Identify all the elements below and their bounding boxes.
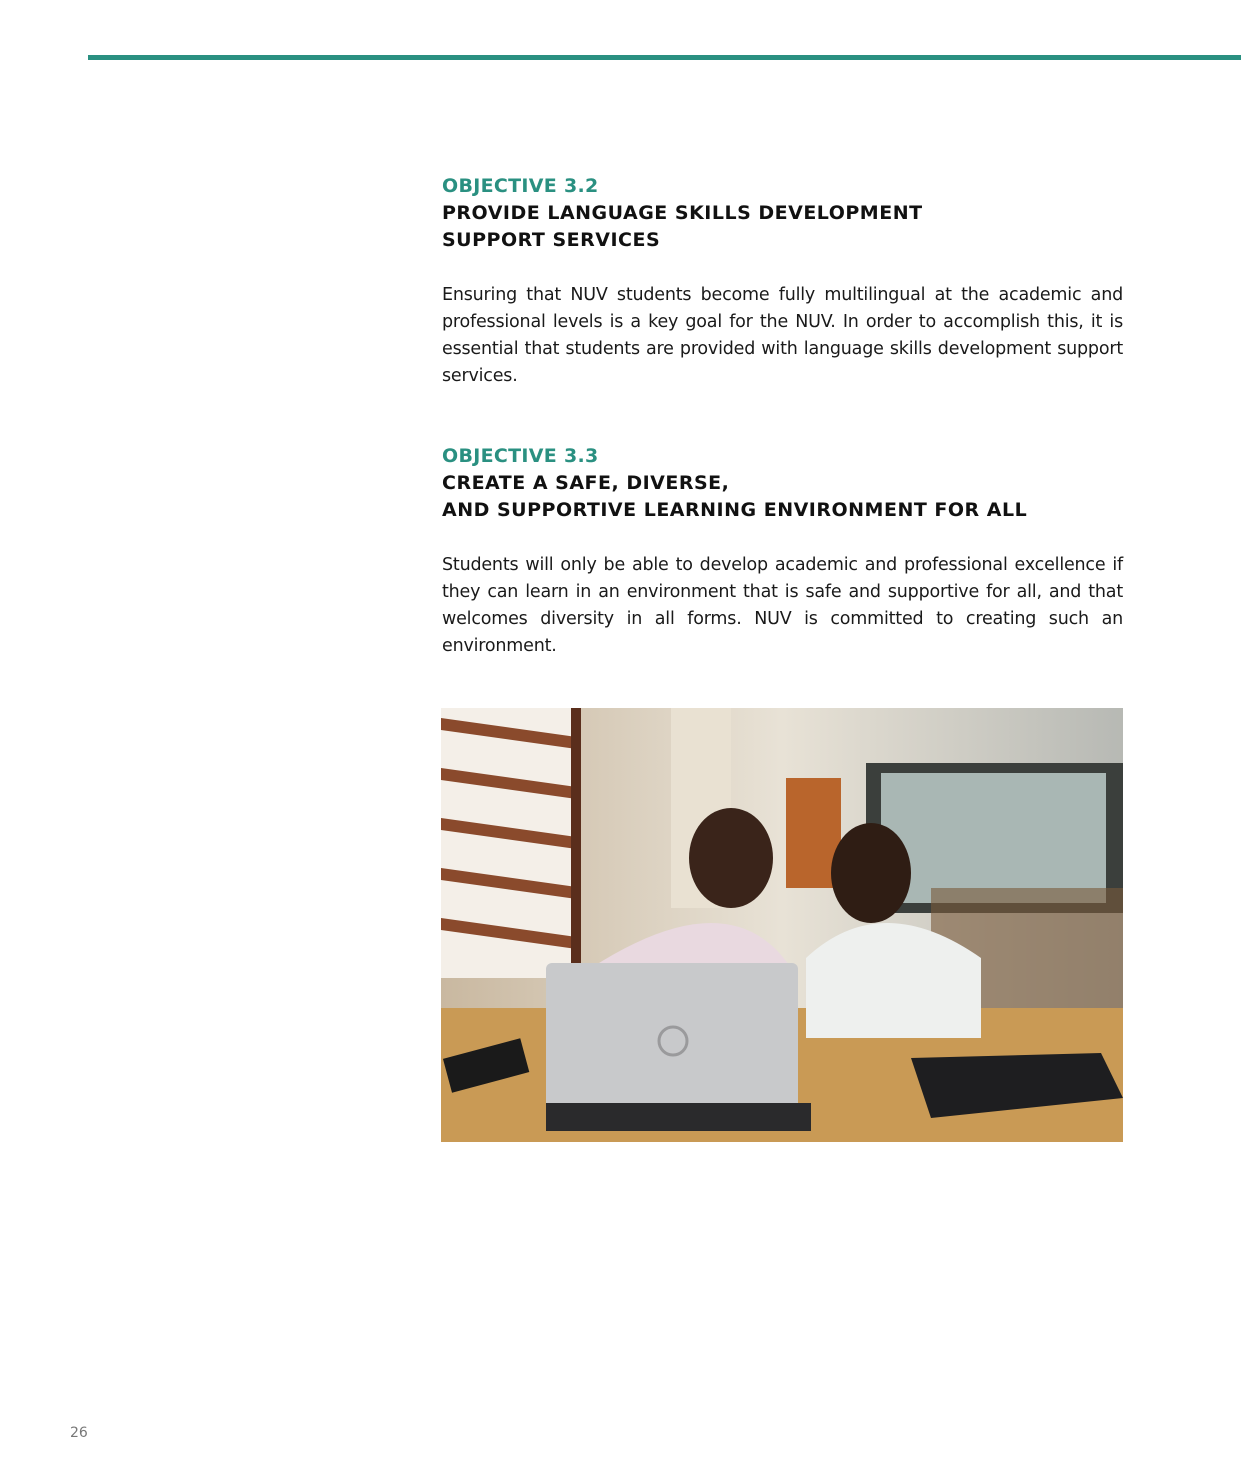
objective-label: OBJECTIVE 3.2 bbox=[442, 175, 599, 197]
header-rule bbox=[88, 55, 1241, 60]
students-laptop-photo bbox=[441, 708, 1123, 1142]
objective-label: OBJECTIVE 3.3 bbox=[442, 445, 599, 467]
objective-heading-line: CREATE A SAFE, DIVERSE, bbox=[442, 472, 730, 494]
objective-3-2-section bbox=[442, 173, 1123, 390]
objective-heading-line: AND SUPPORTIVE LEARNING ENVIRONMENT FOR ALL bbox=[442, 499, 1028, 521]
objective-body: Students will only be able to develop academic and professional excellence if they can learn in an environment that is safe and supportive for all, and that welcomes diversity in all forms. NUV is committed to creating such an environment. bbox=[442, 555, 1123, 656]
objective-heading-line: PROVIDE LANGUAGE SKILLS DEVELOPMENT bbox=[442, 202, 923, 224]
page-number: 26 bbox=[70, 1425, 88, 1441]
objective-heading-line: SUPPORT SERVICES bbox=[442, 229, 661, 251]
objective-3-3-section bbox=[442, 443, 1123, 660]
objective-body: Ensuring that NUV students become fully multilingual at the academic and professional levels is a key goal for the NUV. In order to accomplish this, it is essential that students are provided with language skills development support services. bbox=[442, 285, 1123, 386]
